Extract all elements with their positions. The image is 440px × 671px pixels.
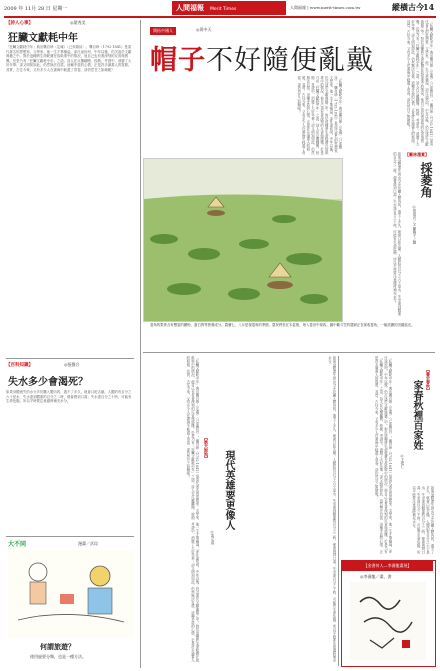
main-headline (150, 38, 374, 77)
issue-date: 2009 年 11月 28 日 星期一 (4, 6, 68, 12)
calligraphy-artwork (350, 582, 426, 660)
article4-body: 「狂臟文獻耗中年」典出龔自珍（定庵）〈己亥雜詩〉。龔自珍（1792-1841）是清代著名的思想家、文學家。他一生才華橫溢，卻仕途坎坷，中年以後，仍沉迷於文獻典籍之中。對於這種將生命耗費在故紙堆中的情況，他自己也有著深刻的反省與感慨。於是乃有「狂臟文獻耗中年」之語。詩人在反覆翻閱、校勘、考證中，消磨了大好年華；卻又明知如此，仍然無法自拔。這種矛盾的心情，正是許多讀書人的寫照。其實，古往今來，又有多少人在書海中耗盡了青春，卻仍然甘之如飴呢？ (374, 356, 392, 554)
article3-byline: ◎黃元清 (210, 530, 214, 545)
article2-section: 【百科知識】 (6, 363, 33, 368)
article3-title: 現代英雄要更像人 (223, 450, 234, 530)
article1-title: 狂臟文獻耗中年 (8, 33, 78, 44)
article4-body-2: 如果身體流失的水分多於攝入體內的，過不了多久，就會口乾舌燥。人體約有百分之六十是水，失水達到體重的百分之二時，便會感到口渴；失水達百分之十時，可能有生命危險。所以平時要注意適時補充水分。 (411, 486, 434, 554)
article3-section: 【談天說地】 (204, 436, 209, 460)
main-body-1: 「狂臟文獻耗中年」典出龔自珍（定庵）〈己亥雜詩〉。龔自珍（1792-1841）是清代著名的思想家、文學家。他一生才華橫溢，卻仕途坎坷，中年以後，仍沉迷於文獻典籍之中。對於這種將生命耗費在故紙堆中的情況，他自己也有著深刻的反省與感慨。於是乃有「狂臟文獻耗中年」之語。詩人在反覆翻閱、校勘、考證中，消磨了大好年華；卻又明知如此，仍然無法自拔。這種矛盾的心情，正是許多讀書人的寫照。其實，古往今來，又有多少人在書海中耗盡了青春，卻仍然甘之如飴呢？ (296, 76, 342, 156)
column-divider (140, 20, 141, 668)
art-exhibit-subtitle: ◎李壽龍／畫、書 (360, 574, 392, 579)
headline-rest: 不好隨便亂戴 (206, 45, 374, 76)
page-number: 14 (423, 2, 435, 12)
headline-red: 帽子 (150, 45, 206, 76)
main-byline: ◎黃中天 (196, 27, 212, 32)
art-exhibit-title: 【金書何人—李壽龍畫展】 (342, 561, 433, 571)
feature-section: 【藝林漫賞】 (405, 152, 429, 157)
article4-title: 家春秋裡百家姓 (411, 380, 422, 450)
comic-caption: 使用過要分類，也是一種方法。 (30, 654, 86, 659)
section-divider (143, 352, 435, 353)
comic-title: 大不同 (8, 541, 27, 548)
photo-caption: 菱角的果實含有豐富的澱粉、蛋白質等營養成分。農曆七、八月是採菱角的季節，農民們坐在木盆裡，划入菱田中採收。圖中戴斗笠的農婦正在採收菱角，一幅美麗的田園風光。 (150, 323, 415, 327)
header-divider (4, 16, 436, 18)
comic-caption-title: 何謂旅遊？ (40, 642, 75, 651)
article2-title: 失水多少會渴死？ (8, 377, 88, 388)
logo-subtitle: Merit Times (210, 7, 237, 12)
feature-title: 採菱角 (419, 162, 433, 198)
newspaper-logo[interactable] (172, 1, 286, 15)
article2-byline: ◎張聲合 (64, 362, 80, 367)
main-body-2: 「狂臟文獻耗中年」典出龔自珍（定庵）〈己亥雜詩〉。龔自珍（1792-1841）是清代著名的思想家、文學家。他一生才華橫溢，卻仕途坎坷，中年以後，仍沉迷於文獻典籍之中。對於這種將生命耗費在故紙堆中的情況，他自己也有著深刻的反省與感慨。於是乃有「狂臟文獻耗中年」之語。詩人在反覆翻閱、校勘、考證中，消磨了大好年華；卻又明知如此，仍然無法自拔。這種矛盾的心情，正是許多讀書人的寫照。其實，古往今來，又有多少人在書海中耗盡了青春，卻仍然甘之如飴呢？ (406, 20, 433, 146)
column-divider (338, 356, 339, 666)
lotus-field-painting (143, 158, 343, 322)
comic-illustration (8, 550, 134, 638)
article3-body-right: 如果身體流失的水分多於攝入體內的，過不了多久，就會口乾舌燥。人體約有百分之六十是水，失水達到體重的百分之二時，便會感到口渴；失水達百分之十時，可能有生命危險。所以平時要注意適時補充水分。 (327, 356, 336, 662)
article1-body: 「狂臟文獻耗中年」典出龔自珍（定庵）〈己亥雜詩〉。龔自珍（1792-1841）是清代著名的思想家、文學家。他一生才華橫溢，卻仕途坎坷，中年以後，仍沉迷於文獻典籍之中。對於這種將生命耗費在故紙堆中的情況，他自己也有著深刻的反省與感慨。於是乃有「狂臟文獻耗中年」之語。詩人在反覆翻閱、校勘、考證中，消磨了大好年華；卻又明知如此，仍然無法自拔。這種矛盾的心情，正是許多讀書人的寫照。其實，古往今來，又有多少人在書海中耗盡了青春，卻仍然甘之如飴呢？ (6, 45, 132, 72)
article3-body-left: 「狂臟文獻耗中年」典出龔自珍（定庵）〈己亥雜詩〉。龔自珍（1792-1841）是清代著名的思想家、文學家。他一生才華橫溢，卻仕途坎坷，中年以後，仍沉迷於文獻典籍之中。對於這種將生命耗費在故紙堆中的情況，他自己也有著深刻的反省與感慨。於是乃有「狂臟文獻耗中年」之語。詩人在反覆翻閱、校勘、考證中，消磨了大好年華；卻又明知如此，仍然無法自拔。這種矛盾的心情，正是許多讀書人的寫照。其實，古往今來，又有多少人在書海中耗盡了青春，卻仍然甘之如飴呢？ (185, 356, 199, 662)
section-divider (6, 358, 134, 359)
article4-section: 【書史春秋】 (426, 368, 431, 392)
section-divider (6, 536, 134, 537)
article4-byline: ◎王侃仁 (400, 454, 404, 469)
main-kicker: 開拓中國人 (150, 27, 176, 35)
logo-text: 人間福報 (176, 3, 204, 12)
section-name: 縱橫古今 (392, 2, 424, 12)
header-url: 人間福報 | www.merit-times.com.tw (290, 5, 361, 10)
article1-byline: ◎葉秀美 (70, 20, 86, 25)
article1-section: 【詩人心事】 (6, 21, 33, 26)
comic-byline: 漫畫／武琮 (78, 541, 98, 546)
feature-byline: ◎曾景沢／文 陳雅子／圖 (412, 205, 416, 245)
feature-body: 如果身體流失的水分多於攝入體內的，過不了多久，就會口乾舌燥。人體約有百分之六十是水，失水達到體重的百分之二時，便會感到口渴；失水達百分之十時，可能有生命危險。所以平時要注意適時補充水分。 (392, 152, 401, 316)
article2-body: 如果身體流失的水分多於攝入體內的，過不了多久，就會口乾舌燥。人體約有百分之六十是水，失水達到體重的百分之二時，便會感到口渴；失水達百分之十時，可能有生命危險。所以平時要注意適時補充水分。 (6, 390, 132, 403)
